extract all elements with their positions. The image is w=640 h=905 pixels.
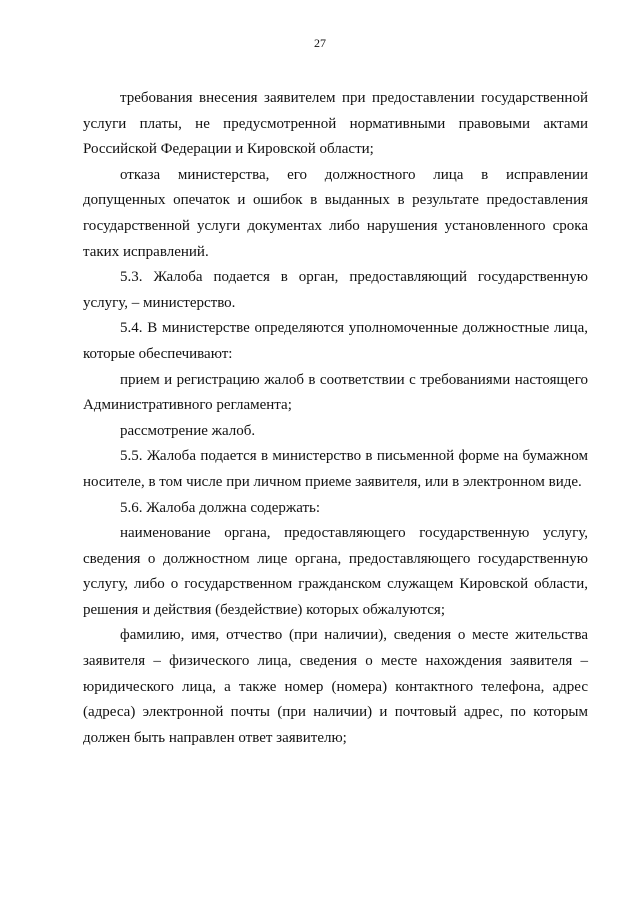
- paragraph: прием и регистрацию жалоб в соответствии с требованиями настоящего Административного регламента;: [83, 371, 588, 414]
- paragraph: фамилию, имя, отчество (при наличии), сведения о месте жительства заявителя – физического лица, сведения о месте нахождения заявителя – юридического лица, а также номер (номера) контактного телефона, адрес (адреса) электронной почты (при наличии) и почтовый адрес, по которым должен быть направлен ответ заявителю;: [83, 627, 588, 746]
- paragraph: требования внесения заявителем при предоставлении государственной услуги платы, не предусмотренной нормативными правовыми актами Российской Федерации и Кировской области;: [83, 90, 588, 158]
- paragraph: наименование органа, предоставляющего государственную услугу, сведения о должностном лице органа, предоставляющего государственную услугу, либо о государственном гражданском служащем Кировской области, решения и действия (бездействие) которых обжалуются;: [83, 525, 588, 618]
- paragraph: 5.5. Жалоба подается в министерство в письменной форме на бумажном носителе, в том числе при личном приеме заявителя, или в электронном виде.: [83, 448, 588, 490]
- paragraph: 5.3. Жалоба подается в орган, предоставляющий государственную услугу, – министерство.: [83, 269, 588, 311]
- paragraph: рассмотрение жалоб.: [120, 422, 256, 439]
- paragraph: отказа министерства, его должностного лица в исправлении допущенных опечаток и ошибок в выданных в результате предоставления государственной услуги документах либо нарушения установленного срока таких исправлений.: [83, 166, 588, 260]
- paragraph: 5.4. В министерстве определяются уполномоченные должностные лица, которые обеспечивают:: [83, 320, 588, 362]
- paragraph: 5.6. Жалоба должна содержать:: [120, 499, 321, 516]
- page-number: 27: [314, 36, 326, 50]
- document-body: [83, 86, 588, 751]
